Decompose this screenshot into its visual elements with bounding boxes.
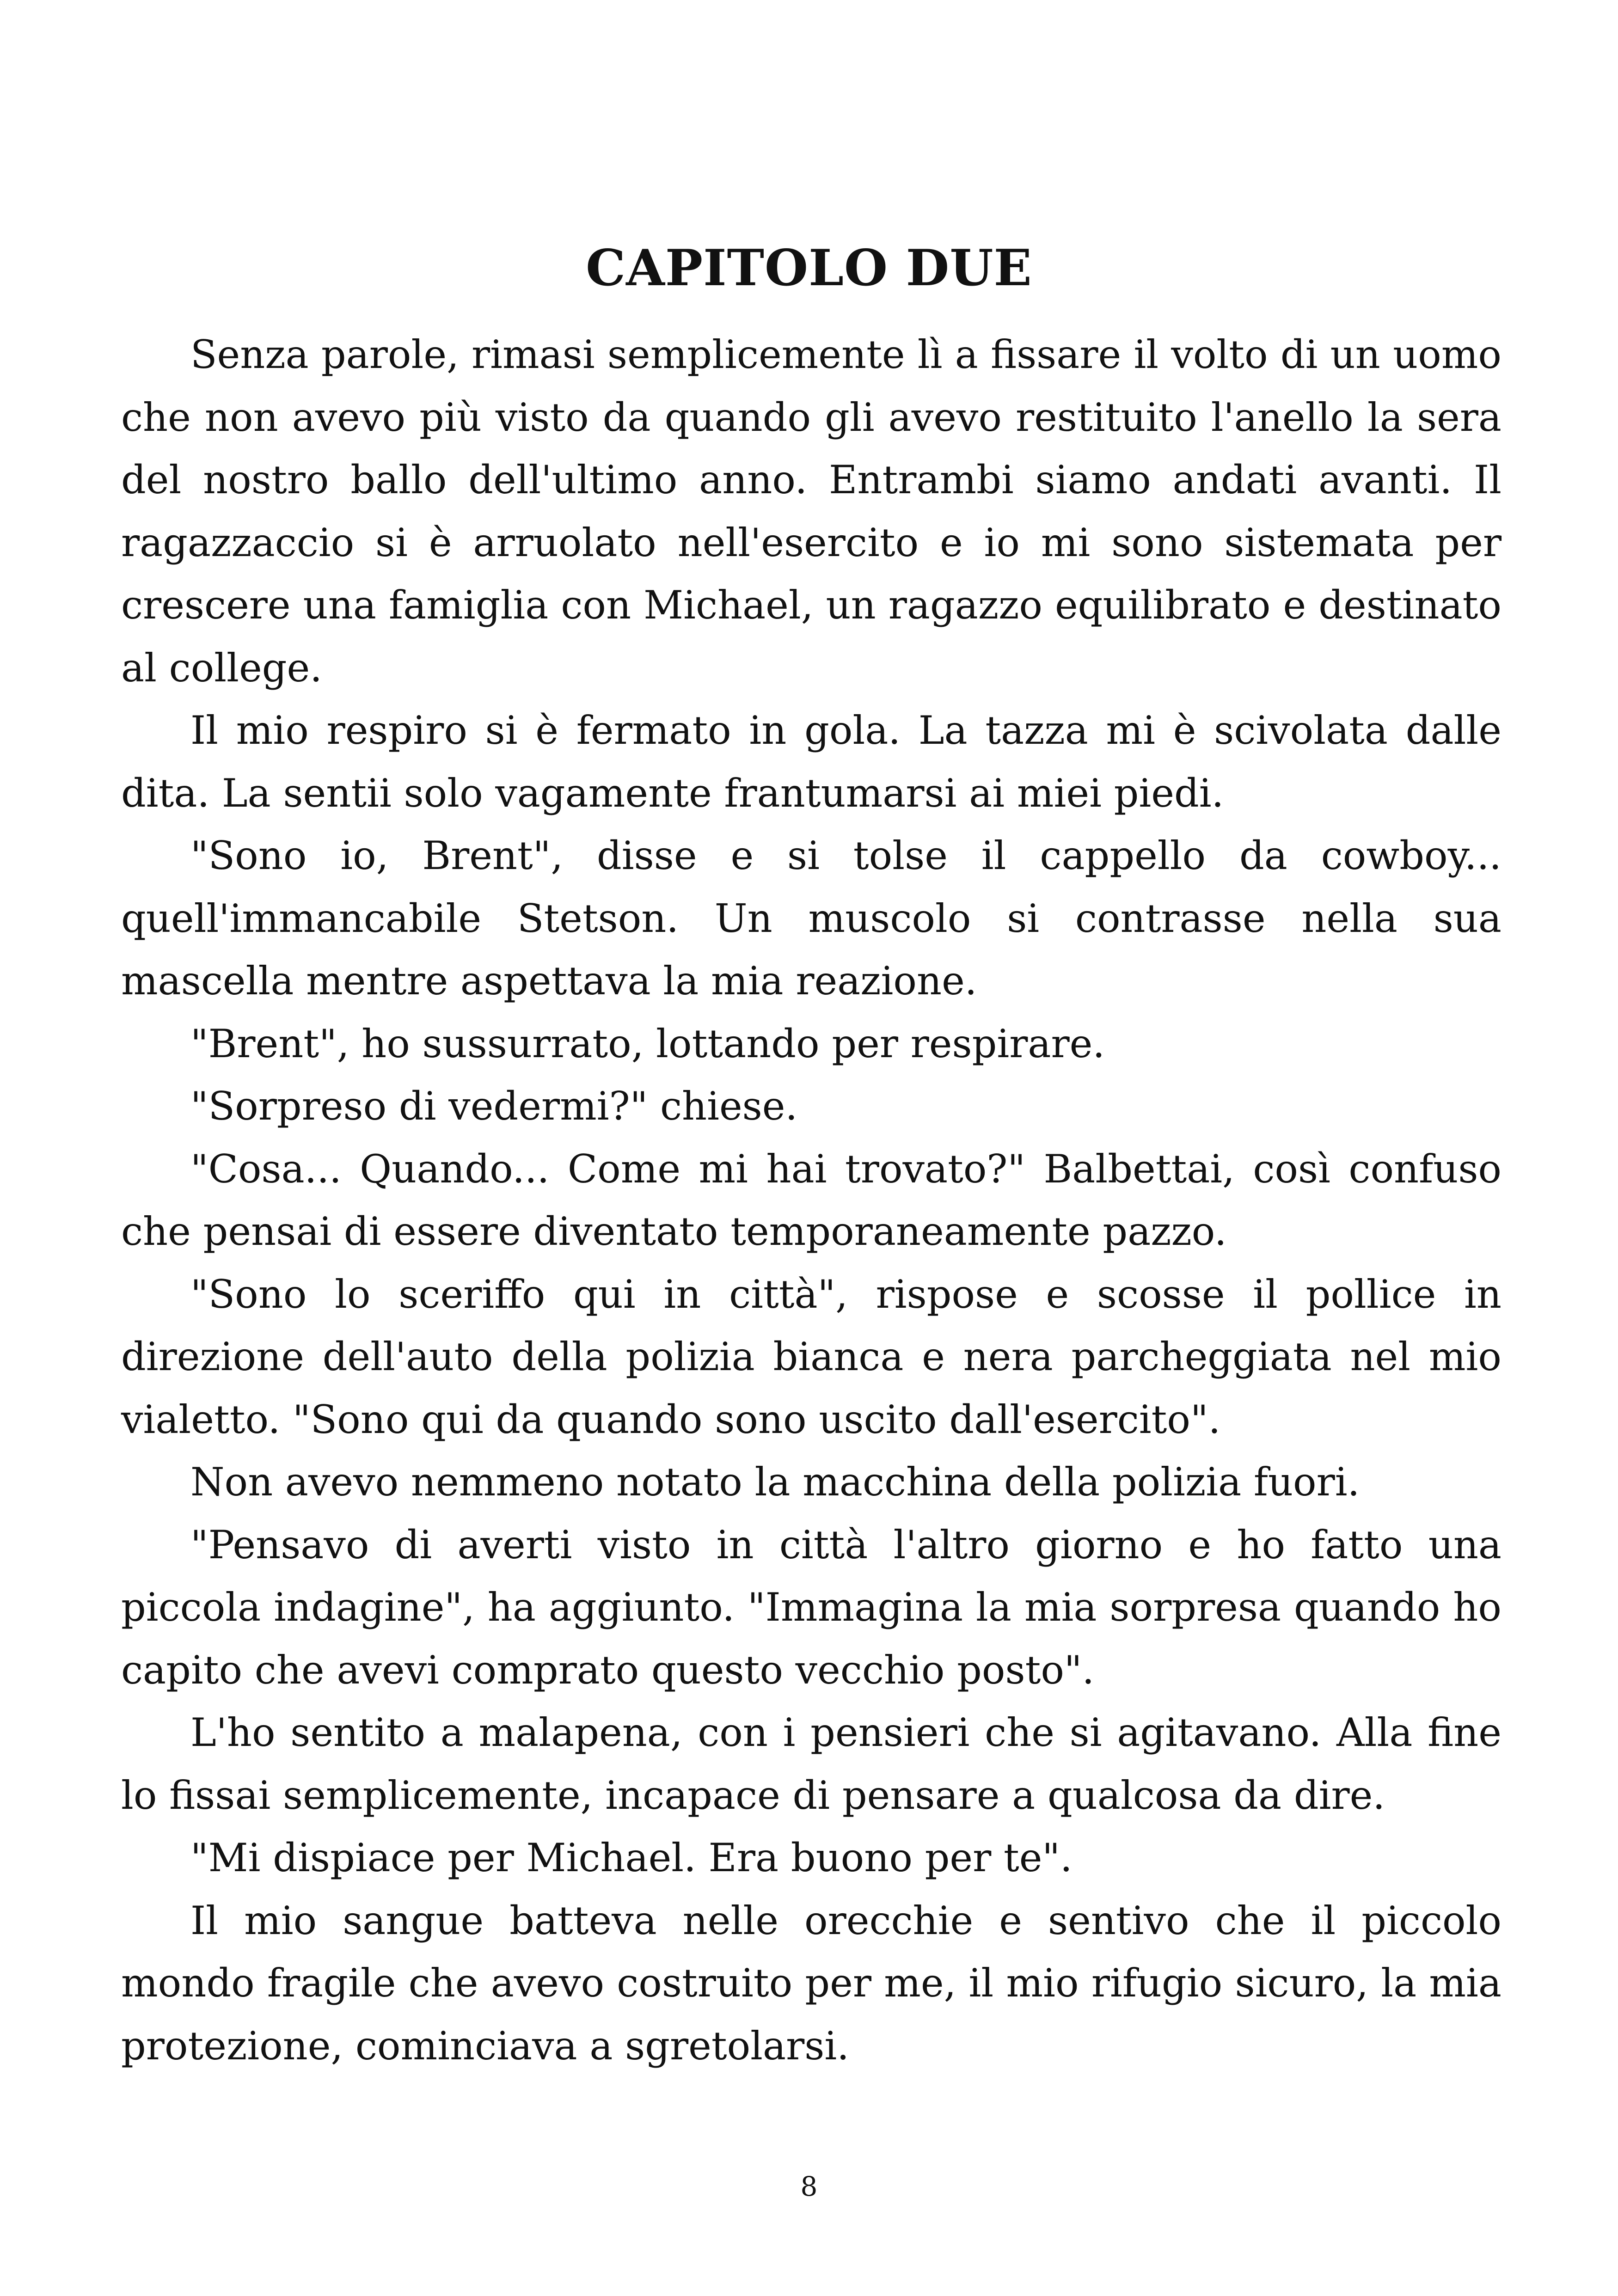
- page-number: 8: [800, 2171, 818, 2202]
- paragraph: "Sorpreso di vedermi?" chiese.: [190, 1084, 798, 1129]
- chapter-title: CAPITOLO DUE: [586, 239, 1032, 297]
- paragraph: "Cosa... Quando... Come mi hai trovato?" Balbettai, così confuso che pensai di essere diventato temporaneamente pazzo.: [121, 1146, 1502, 1254]
- paragraph: L'ho sentito a malapena, con i pensieri che si agitavano. Alla fine lo fissai semplicemente, incapace di pensare a qualcosa da dire.: [121, 1710, 1502, 1818]
- paragraph: Senza parole, rimasi semplicemente lì a fissare il volto di un uomo che non avevo più visto da quando gli avevo restituito l'anello la sera del nostro ballo dell'ultimo anno. Entrambi siamo andati avanti. Il ragazzaccio si è arruolato nell'esercito e io mi sono sistemata per crescere una famiglia con Michael, un ragazzo equilibrato e destinato al college.: [121, 332, 1502, 691]
- paragraph: "Sono io, Brent", disse e si tolse il cappello da cowboy... quell'immancabile Stetson. Un muscolo si contrasse nella sua mascella mentre aspettava la mia reazione.: [121, 833, 1502, 1004]
- paragraph: "Mi dispiace per Michael. Era buono per te".: [190, 1835, 1073, 1880]
- paragraph: "Brent", ho sussurrato, lottando per respirare.: [190, 1021, 1105, 1066]
- paragraph: "Sono lo sceriffo qui in città", rispose e scosse il pollice in direzione dell'auto della polizia bianca e nera parcheggiata nel mio vialetto. "Sono qui da quando sono uscito dall'esercito".: [121, 1271, 1502, 1442]
- paragraph: Il mio respiro si è fermato in gola. La tazza mi è scivolata dalle dita. La sentii solo vagamente frantumarsi ai miei piedi.: [121, 708, 1502, 816]
- chapter-body: [121, 324, 1502, 2077]
- paragraph: "Pensavo di averti visto in città l'altro giorno e ho fatto una piccola indagine", ha aggiunto. "Immagina la mia sorpresa quando ho capito che avevi comprato questo vecchio posto".: [121, 1522, 1502, 1693]
- paragraph: Il mio sangue batteva nelle orecchie e sentivo che il piccolo mondo fragile che avevo costruito per me, il mio rifugio sicuro, la mia protezione, cominciava a sgretolarsi.: [121, 1898, 1502, 2069]
- paragraph: Non avevo nemmeno notato la macchina della polizia fuori.: [190, 1459, 1360, 1505]
